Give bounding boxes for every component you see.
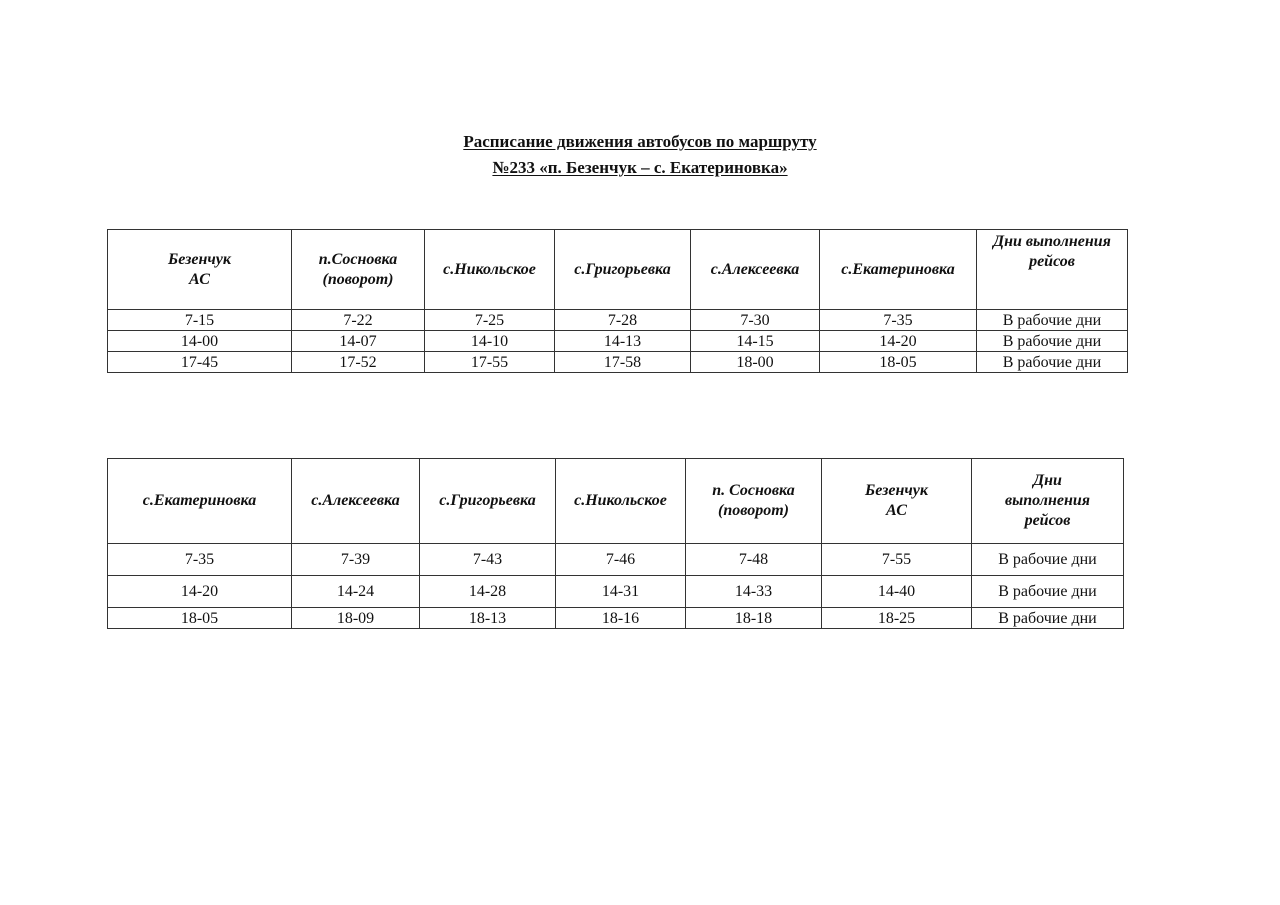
return-schedule-table [107,458,1124,629]
table-cell: 7-46 [556,544,686,576]
header-cell: с.Григорьевка [555,230,691,310]
table-cell: 14-28 [420,576,556,608]
table-cell: 18-05 [108,608,292,629]
table-cell: 18-09 [292,608,420,629]
table-header-row [108,230,1128,310]
table-cell: 14-31 [556,576,686,608]
header-cell: Безенчук АС [108,230,292,310]
table-row [108,544,1124,576]
table-cell: 17-58 [555,352,691,373]
table-cell: 18-18 [686,608,822,629]
table-cell: 14-33 [686,576,822,608]
table-cell: 7-35 [108,544,292,576]
table-cell: 18-13 [420,608,556,629]
table-row [108,576,1124,608]
table-row [108,352,1128,373]
table-cell: 17-52 [292,352,425,373]
header-cell: с.Алексеевка [691,230,820,310]
header-cell: Дни выполнения рейсов [977,230,1128,310]
table-cell: В рабочие дни [972,576,1124,608]
table-cell: 7-35 [820,310,977,331]
table-cell: 7-28 [555,310,691,331]
table-cell: В рабочие дни [977,352,1128,373]
header-cell: с.Екатериновка [820,230,977,310]
table-row [108,608,1124,629]
table-cell: 14-07 [292,331,425,352]
forward-schedule-table [107,229,1128,373]
table-cell: 14-20 [108,576,292,608]
table-cell: 7-55 [822,544,972,576]
table-cell: 7-22 [292,310,425,331]
table-cell: 18-00 [691,352,820,373]
table-cell: В рабочие дни [977,331,1128,352]
table-row [108,310,1128,331]
header-cell: с.Алексеевка [292,459,420,544]
table-cell: 14-10 [425,331,555,352]
schedule-title-line-2: №233 «п. Безенчук – с. Екатериновка» [492,158,788,177]
header-cell: с.Григорьевка [420,459,556,544]
table-cell: 14-13 [555,331,691,352]
table-cell: В рабочие дни [972,544,1124,576]
table-row [108,331,1128,352]
header-cell: с.Никольское [556,459,686,544]
table-cell: 7-39 [292,544,420,576]
header-cell: с.Екатериновка [108,459,292,544]
table-cell: В рабочие дни [972,608,1124,629]
header-cell: п.Сосновка (поворот) [292,230,425,310]
header-cell: Дни выполнения рейсов [972,459,1124,544]
header-cell: п. Сосновка (поворот) [686,459,822,544]
table-cell: 7-30 [691,310,820,331]
table-cell: 14-15 [691,331,820,352]
table-cell: 14-40 [822,576,972,608]
table-header-row [108,459,1124,544]
table-cell: 17-45 [108,352,292,373]
table-cell: 7-43 [420,544,556,576]
table-cell: 18-16 [556,608,686,629]
table-cell: 14-00 [108,331,292,352]
header-cell: Безенчук АС [822,459,972,544]
table-cell: 7-48 [686,544,822,576]
table-cell: 7-25 [425,310,555,331]
table-cell: 18-25 [822,608,972,629]
header-cell: с.Никольское [425,230,555,310]
schedule-title-line-1: Расписание движения автобусов по маршруту [463,132,817,151]
table-cell: В рабочие дни [977,310,1128,331]
table-cell: 7-15 [108,310,292,331]
table-cell: 18-05 [820,352,977,373]
table-cell: 14-20 [820,331,977,352]
table-cell: 17-55 [425,352,555,373]
table-cell: 14-24 [292,576,420,608]
